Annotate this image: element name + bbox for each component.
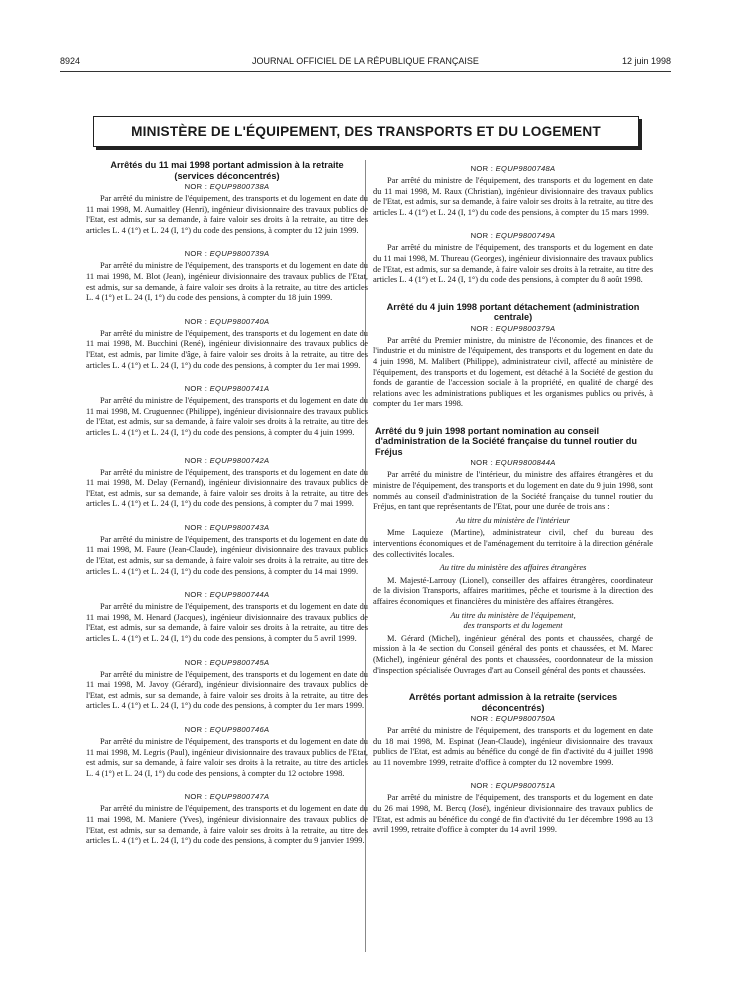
nor-reference: NOR : EQUP9800750A <box>470 714 556 724</box>
page-number: 8924 <box>60 56 81 66</box>
decree-paragraph: Par arrêté du ministre de l'équipement, des transports et du logement en date du 26 mai 1998, M. Bercq (José), ingénieur divisionnaire des travaux publics de l'Etat, est admis au bénéfice du congé de fin d'activité du 1er décembre 1998 au 13 avril 1999, retraite d'office à compter du 14 avril 1999. <box>373 793 653 835</box>
header-rule <box>60 71 671 72</box>
subheading: Au titre du ministère de l'équipement, <box>450 610 576 620</box>
subheading: Au titre du ministère de l'intérieur <box>456 515 570 525</box>
decree-paragraph: Par arrêté du ministre de l'équipement, des transports et du logement en date du 11 mai 1998, M. Javoy (Gérard), ingénieur divisionnaire des travaux publics de l'Etat, est admis, sur sa demande, à faire valoir ses droits à la retraite, au titre des articles L. 4 (1°) et L. 24 (I, 1°) du code des pensions, à compter du 1er mars 1999. <box>86 669 368 711</box>
decree-paragraph: Par arrêté du ministre de l'équipement, des transports et du logement en date du 11 mai 1998, M. Blot (Jean), ingénieur divisionnaire des travaux publics de l'Etat, est admis, sur sa demande, à faire valoir ses droits à la retraite, au titre des articles L. 4 (1°) et L. 24 (I, 1°) du code des pensions, à compter du 18 juin 1999. <box>86 261 368 303</box>
nor-reference: NOR : EQUP9800744A <box>184 590 270 600</box>
ministry-banner <box>93 116 639 147</box>
section-title: Arrêtés du 11 mai 1998 portant admission à la retraite (services déconcentrés) <box>110 160 344 181</box>
nor-reference: NOR : EQUP9800740A <box>184 316 270 326</box>
ministry-title: MINISTÈRE DE L'ÉQUIPEMENT, DES TRANSPORTS ET DU LOGEMENT <box>131 124 601 139</box>
decree-paragraph: Par arrêté du ministre de l'équipement, des transports et du logement en date du 11 mai 1998, M. Henard (Jacques), ingénieur divisionnaire des travaux publics de l'Etat, est admis, sur sa demande, à faire valoir ses droits à la retraite, au titre des articles L. 4 (1°) et L. 24 (I, 1°) du code des pensions, à compter du 5 avril 1999. <box>86 602 368 644</box>
decree-paragraph: Par arrêté du ministre de l'équipement, des transports et du logement en date du 18 mai 1998, M. Espinat (Jean-Claude), ingénieur divisionnaire des travaux publics de l'Etat, est admis au bénéfice du congé de fin d'activité du 4 juillet 1998 au 11 novembre 1999, retraite d'office à compter du 12 novembre 1999. <box>373 726 653 767</box>
decree-paragraph: Par arrêté du ministre de l'équipement, des transports et du logement en date du 11 mai 1998, M. Faure (Jean-Claude), ingénieur divisionnaire des travaux publics de l'Etat, est admis, sur sa demande, à faire valoir ses droits à la retraite, au titre des articles L. 4 (1°) et L. 24 (I, 1°) du code des pensions, à compter du 14 mai 1999. <box>86 534 368 576</box>
decree-paragraph: Par arrêté du ministre de l'équipement, des transports et du logement en date du 11 mai 1998, M. Legris (Paul), ingénieur divisionnaire des travaux publics de l'Etat, est admis, sur sa demande, à faire valoir ses droits à la retraite, au titre des articles L. 4 (1°) et L. 24 (I, 1°) du code des pensions, à compter du 12 octobre 1998. <box>86 737 368 778</box>
decree-paragraph: Par arrêté du ministre de l'équipement, des transports et du logement en date du 11 mai 1998, M. Thureau (Georges), ingénieur divisionnaire des travaux publics de l'Etat, est admis, sur sa demande, à faire valoir ses droits à la retraite, au titre des articles L. 4 (1°) et L. 24 (I, 1°) du code des pensions, à compter du 8 août 1998. <box>373 243 653 285</box>
section-title: Arrêté du 9 juin 1998 portant nomination au conseil d'administration de la Société française du tunnel routier du Fréjus <box>375 425 638 457</box>
section-title: Arrêté du 4 juin 1998 portant détachement (administration centrale) <box>386 301 640 323</box>
appointment-paragraph: Mme Laquieze (Martine), administrateur civil, chef du bureau des interventions économiques et de l'aménagement du territoire à la direction générale des collectivités locales. <box>373 528 653 559</box>
section-title: Arrêtés portant admission à la retraite (services déconcentrés) <box>408 692 618 713</box>
nor-reference: NOR : EQUP9800739A <box>184 249 270 259</box>
decree-paragraph: Par arrêté du ministre de l'équipement, des transports et du logement en date du 11 mai 1998, M. Cruguennec (Philippe), ingénieur divisionnaire des travaux publics de l'Etat, est admis, sur sa demande, à faire valoir ses droits à la retraite, au titre des articles L. 4 (1°) et L. 24 (I, 1°) du code des pensions, à compter du 4 juin 1999. <box>86 396 368 437</box>
decree-paragraph: Par arrêté du ministre de l'équipement, des transports et du logement en date du 11 mai 1998, M. Raux (Christian), ingénieur divisionnaire des travaux publics de l'Etat, est admis, sur sa demande, à faire valoir ses droits à la retraite, au titre des articles L. 4 (1°) et L. 24 (I, 1°) du code des pensions, à compter du 15 mars 1999. <box>373 176 653 217</box>
nor-reference: NOR : EQUP9800751A <box>470 781 556 791</box>
decree-paragraph: Par arrêté du Premier ministre, du ministre de l'économie, des finances et de l'industrie et du ministre de l'équipement, des transports et du logement en date du 4 juin 1998, M. Malibert (Philippe), administrateur civil, affecté au ministère de l'équipement, des transports et du logement, est détaché à la Société de gestion du fonds de garantie de l'accession sociale à la propriété, en qualité de chargé des relations avec les administrations publiques et les organismes publics ou privés, à compter du 1er mars 1998. <box>373 335 653 409</box>
nor-reference: NOR : EQUP9800738A <box>184 182 270 191</box>
nor-reference: NOR : EQUP9800743A <box>184 522 270 532</box>
nor-reference: NOR : EQUP9800747A <box>184 792 270 802</box>
issue-date: 12 juin 1998 <box>621 56 671 66</box>
right-column <box>373 163 653 836</box>
subheading: Au titre du ministère des affaires étrangères <box>439 563 587 573</box>
decree-paragraph: Par arrêté du ministre de l'intérieur, du ministre des affaires étrangères et du ministre de l'équipement, des transports et du logement en date du 9 juin 1998, sont nommés au conseil d'administration de la Société française du tunnel routier du Fréjus, en tant que représentants de l'Etat, pour une durée de trois ans : <box>373 470 653 512</box>
appointment-paragraph: M. Majesté-Larrouy (Lionel), conseiller des affaires étrangères, coordinateur de la division Transports, affaires maritimes, pêche et tourisme à la direction des affaires économiques et financières du ministère des affaires étrangères. <box>373 575 653 606</box>
journal-title: JOURNAL OFFICIEL DE LA RÉPUBLIQUE FRANÇAISE <box>252 56 479 66</box>
nor-reference: NOR : EQUP9800746A <box>184 725 270 734</box>
nor-reference: NOR : EQUP9800748A <box>470 164 556 173</box>
decree-paragraph: Par arrêté du ministre de l'équipement, des transports et du logement en date du 11 mai 1998, M. Delay (Fernand), ingénieur divisionnaire des travaux publics de l'Etat, est admis, sur sa demande, à faire valoir ses droits à la retraite, au titre des articles L. 4 (1°) et L. 24 (I, 1°) du code des pensions, à compter du 7 mai 1999. <box>86 467 368 509</box>
nor-reference: NOR : EQUR9800844A <box>470 458 556 468</box>
decree-paragraph: Par arrêté du ministre de l'équipement, des transports et du logement en date du 11 mai 1998, M. Bucchini (René), ingénieur divisionnaire des travaux publics de l'Etat, est admis, par limite d'âge, à faire valoir ses droits à la retraite, au titre des articles L. 4 (1°) et L. 24 (I, 1°) du code des pensions, à compter du 1er mai 1999. <box>86 328 368 370</box>
nor-reference: NOR : EQUP9800379A <box>470 323 556 333</box>
nor-reference: NOR : EQUP9800745A <box>184 657 270 667</box>
nor-reference: NOR : EQUP9800742A <box>184 455 270 465</box>
running-header <box>60 56 671 70</box>
left-column <box>86 160 368 847</box>
decree-paragraph: Par arrêté du ministre de l'équipement, des transports et du logement en date du 11 mai 1998, M. Maniere (Yves), ingénieur divisionnaire des travaux publics de l'Etat, est admis, sur sa demande, à faire valoir ses droits à la retraite, au titre des articles L. 4 (1°) et L. 24 (I, 1°) du code des pensions, à compter du 9 janvier 1999. <box>86 804 368 846</box>
nor-reference: NOR : EQUP9800741A <box>184 384 270 394</box>
appointment-paragraph: M. Gérard (Michel), ingénieur général des ponts et chaussées, chargé de mission à la 4e section du Conseil général des ponts et chaussées, et M. Marec (Michel), ingénieur général des ponts et chaussées, coordonnateur de la mission d'inspection spécialisée Ouvrages d'art au Conseil général des ponts et chaussées. <box>373 633 653 675</box>
nor-reference: NOR : EQUP9800749A <box>470 231 556 241</box>
subheading: des transports et du logement <box>463 621 563 631</box>
decree-paragraph: Par arrêté du ministre de l'équipement, des transports et du logement en date du 11 mai 1998, M. Aumaitley (Henri), ingénieur divisionnaire des travaux publics de l'Etat, est admis, sur sa demande, à faire valoir ses droits à la retraite, au titre des articles L. 4 (1°) et L. 24 (I, 1°) du code des pensions, à compter du 12 juin 1999. <box>86 194 368 235</box>
